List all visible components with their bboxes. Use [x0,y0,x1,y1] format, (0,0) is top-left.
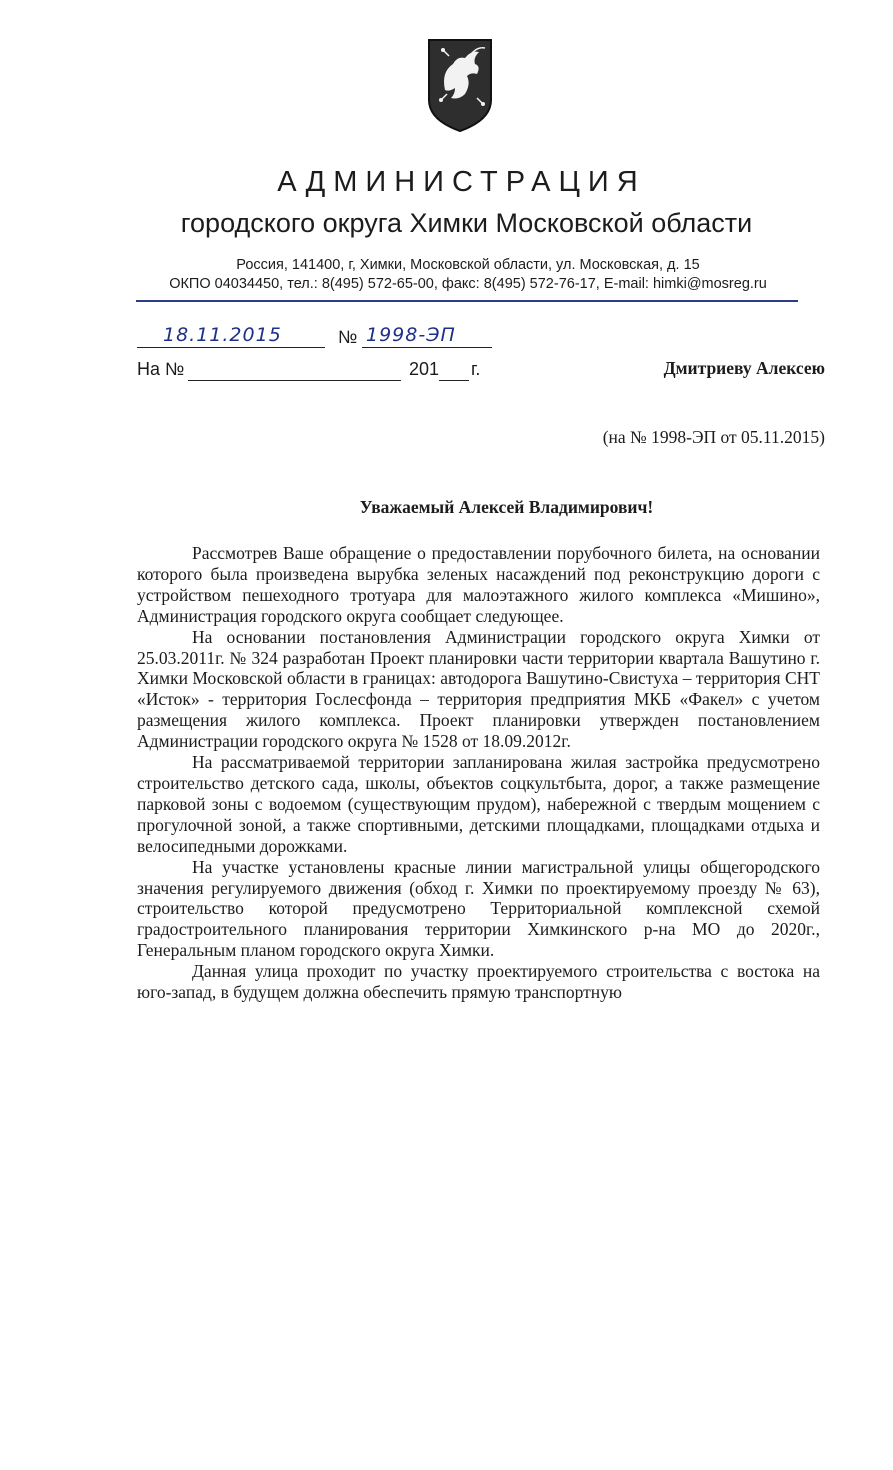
reference-year-blank [439,360,469,381]
contacts-line: ОКПО 04034450, тел.: 8(495) 572-65-00, факс: 8(495) 572-76-17, E-mail: himki@mosreg.ru [169,276,767,292]
handwritten-number: 1998-ЭП [366,324,456,346]
khimki-coat-of-arms-icon [427,38,493,133]
letter-body [137,543,820,1003]
reference-year-suffix: г. [471,359,481,379]
organization-title: АДМИНИСТРАЦИЯ [277,166,646,198]
number-sign: № [338,327,358,347]
body-paragraph: Данная улица проходит по участку проектируемого строительства с востока на юго-запад, в будущем должна обеспечить прямую транспортную [137,961,820,1003]
reference-number-blank [188,360,401,381]
address-line: Россия, 141400, г, Химки, Московской области, ул. Московская, д. 15 [236,257,700,273]
organization-subtitle: городского округа Химки Московской области [180,208,753,238]
body-paragraph: На основании постановления Администрации городского округа Химки от 25.03.2011г. № 324 разработан Проект планировки части территории квартала Вашутино г. Химки Московской области в границах: автодорога Вашутино-Свистуха – территория СНТ «Исток» - территория Гослесфонда – территория предприятия МКБ «Факел» с учетом размещения жилого комплекса. Проект планировки утвержден постановлением Администрации городского округа № 1528 от 18.09.2012г. [137,626,820,752]
reference-number-label: На № [137,359,185,379]
body-paragraph: Рассмотрев Ваше обращение о предоставлении порубочного билета, на основании которого была произведена вырубка зеленых насаждений под реконструкцию дороги с устройством пешеходного тротуара для малоэтажного жилого комплекса «Мишино», Администрация городского округа сообщает следующее. [137,543,820,626]
body-paragraph: На рассматриваемой территории запланирована жилая застройка предусмотрено строительство детского сада, школы, объектов соцкультбыта, дорог, а также размещение парковой зоны с водоемом (существующим прудом), набережной с твердым мощением с прогулочной зоной, а также спортивными, детскими площадками, площадками отдыха и велосипедными дорожками. [137,752,820,856]
header-divider [136,300,798,302]
reply-reference: (на № 1998-ЭП от 05.11.2015) [602,427,825,447]
handwritten-date: 18.11.2015 [163,324,282,346]
registration-number-field [362,326,492,348]
registration-date-field [137,326,325,348]
greeting: Уважаемый Алексей Владимирович! [359,497,654,517]
body-paragraph: На участке установлены красные линии магистральной улицы общегородского значения регулируемого движения (обход г. Химки по проектируемому проезду № 63), строительство которой предусмотрено Территориальной комплексной схемой градостроительного планирования территории Химкинского р-на МО до 2020г., Генеральным планом городского округа Химки. [137,856,820,961]
reference-year-prefix: 201 [409,359,440,379]
addressee: Дмитриеву Алексею [663,358,825,378]
